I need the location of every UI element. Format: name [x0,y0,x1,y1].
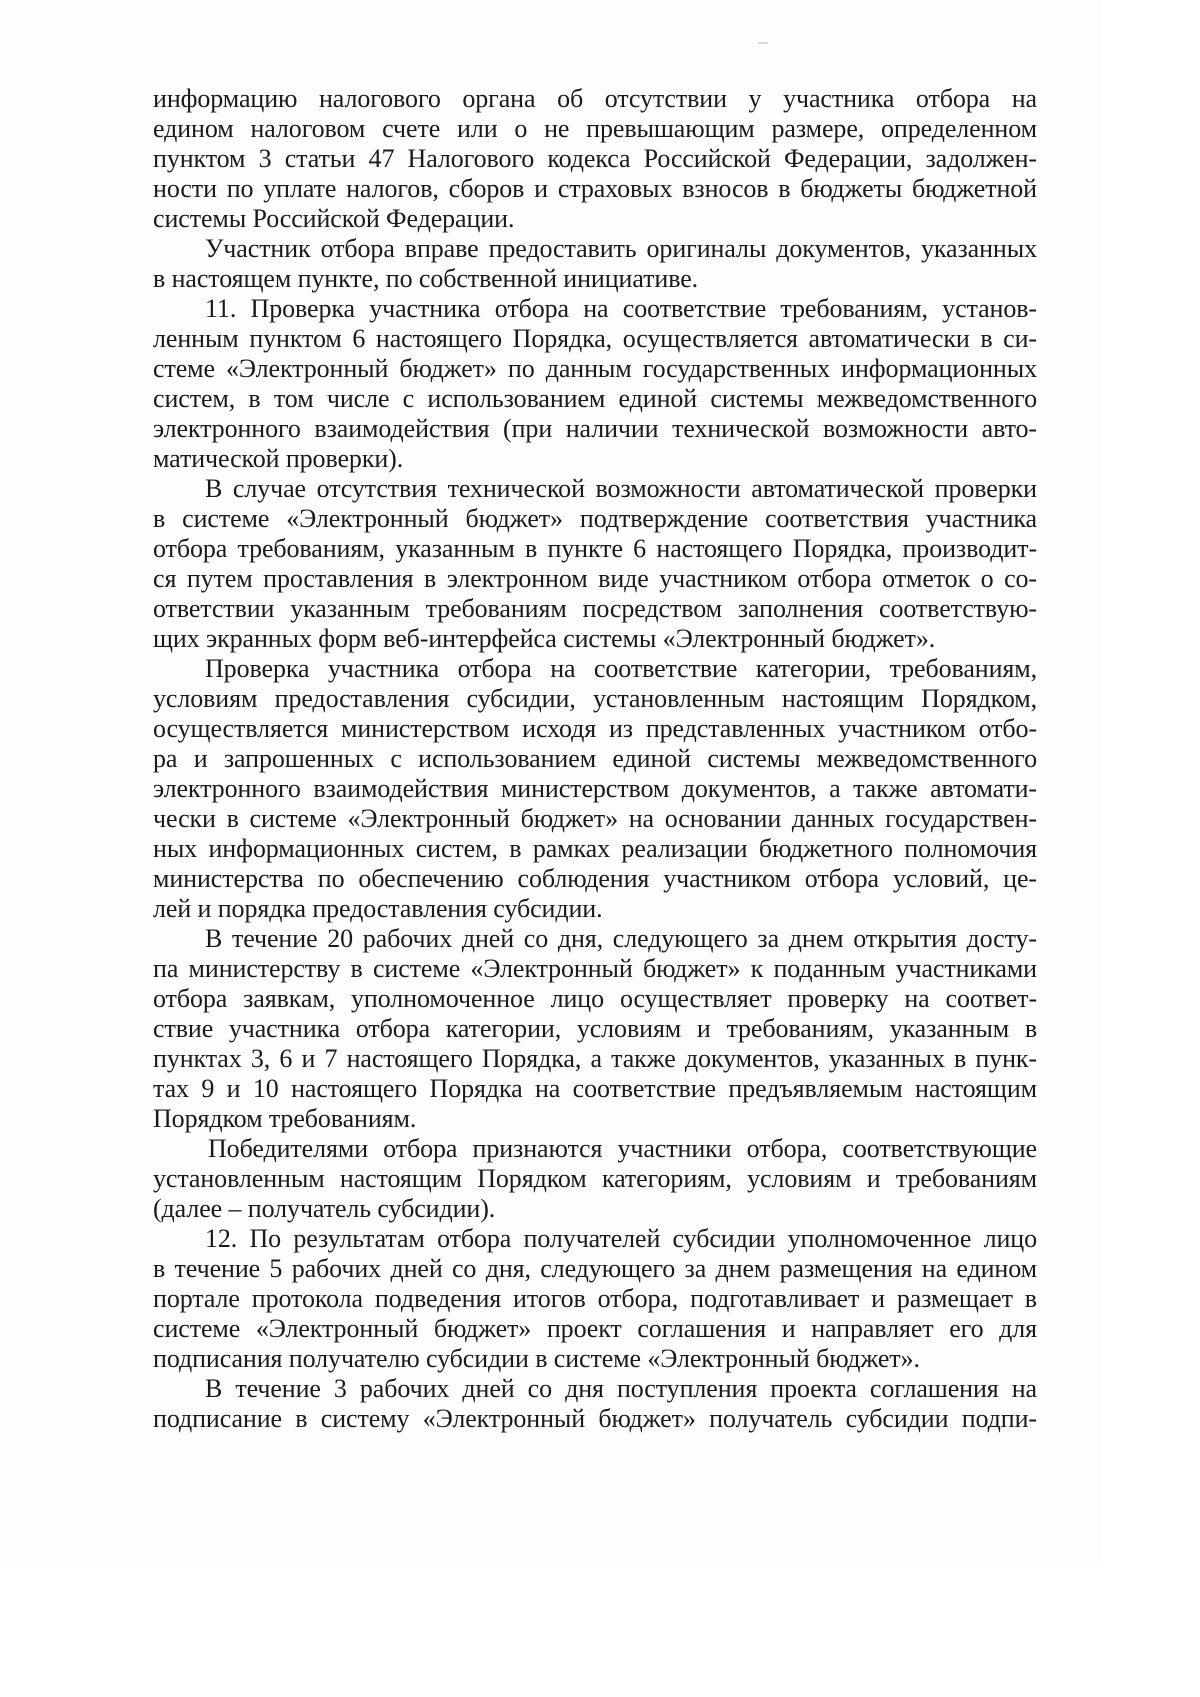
text-line: ответствии указанным требованиям посредством заполнения соответствую- [153,594,1037,623]
text-line: информацию налогового органа об отсутствии у участника отбора на [153,84,1037,113]
text-line: 11. Проверка участника отбора на соответствие требованиям, установ- [205,294,1037,323]
text-line: чески в системе «Электронный бюджет» на основании данных государствен- [153,804,1037,833]
text-line: системе «Электронный бюджет» проект соглашения и направляет его для [153,1314,1037,1343]
text-line: электронного взаимодействия (при наличии технической возможности авто- [153,414,1037,443]
text-line: электронного взаимодействия министерством документов, а также автомати- [153,774,1037,803]
text-line: щих экранных форм веб-интерфейса системы «Электронный бюджет». [153,624,936,653]
text-line: пунктах 3, 6 и 7 настоящего Порядка, а также документов, указанных в пунк- [153,1044,1037,1073]
text-line: В течение 3 рабочих дней со дня поступления проекта соглашения на [205,1374,1037,1403]
text-line: (далее – получатель субсидии). [153,1194,496,1223]
text-line: В течение 20 рабочих дней со дня, следующего за днем открытия досту- [205,924,1037,953]
text-line: Победителями отбора признаются участники отбора, соответствующие [208,1134,1037,1163]
text-line: ствие участника отбора категории, условиям и требованиям, указанным в [153,1014,1037,1043]
text-line: ра и запрошенных с использованием единой системы межведомственного [153,744,1037,773]
text-line: подписания получателю субсидии в системе «Электронный бюджет». [153,1344,920,1373]
text-line: тах 9 и 10 настоящего Порядка на соответствие предъявляемым настоящим [153,1074,1037,1103]
text-line: ных информационных систем, в рамках реализации бюджетного полномочия [153,834,1037,863]
text-line: В случае отсутствия технической возможности автоматической проверки [205,474,1037,503]
text-line: отбора заявкам, уполномоченное лицо осуществляет проверку на соответ- [153,984,1037,1013]
text-line: Участник отбора вправе предоставить оригиналы документов, указанных [205,234,1037,263]
text-line: ся путем проставления в электронном виде участником отбора отметок о со- [153,564,1037,593]
text-line: ности по уплате налогов, сборов и страховых взносов в бюджеты бюджетной [153,174,1037,203]
text-line: установленным настоящим Порядком категориям, условиям и требованиям [153,1164,1037,1193]
text-line: Проверка участника отбора на соответствие категории, требованиям, [205,654,1037,683]
text-line: в течение 5 рабочих дней со дня, следующего за днем размещения на едином [153,1254,1037,1283]
text-line: условиям предоставления субсидии, установленным настоящим Порядком, [153,684,1037,713]
text-line: подписание в систему «Электронный бюджет» получатель субсидии подпи- [153,1404,1037,1433]
scan-artifact [758,42,768,44]
text-line: пунктом 3 статьи 47 Налогового кодекса Российской Федерации, задолжен- [153,144,1037,173]
document-body [153,84,1037,1434]
text-line: в системе «Электронный бюджет» подтверждение соответствия участника [153,504,1037,533]
text-line: лей и порядка предоставления субсидии. [153,894,603,923]
text-line: па министерству в системе «Электронный бюджет» к поданным участниками [153,954,1037,983]
text-line: Порядком требованиям. [153,1104,417,1133]
text-line: 12. По результатам отбора получателей субсидии уполномоченное лицо [205,1224,1037,1253]
text-line: отбора требованиям, указанным в пункте 6 настоящего Порядка, производит- [153,534,1037,563]
text-line: едином налоговом счете или о не превышающим размере, определенном [153,114,1037,143]
text-line: портале протокола подведения итогов отбора, подготавливает и размещает в [153,1284,1037,1313]
text-line: матической проверки). [153,444,404,473]
text-line: систем, в том числе с использованием единой системы межведомственного [153,384,1037,413]
text-line: стеме «Электронный бюджет» по данным государственных информационных [153,354,1037,383]
text-line: системы Российской Федерации. [153,204,515,233]
text-line: министерства по обеспечению соблюдения участником отбора условий, це- [153,864,1037,893]
text-line: ленным пунктом 6 настоящего Порядка, осуществляется автоматически в си- [153,324,1037,353]
text-line: осуществляется министерством исходя из представленных участником отбо- [153,714,1037,743]
text-line: в настоящем пункте, по собственной инициативе. [153,264,699,293]
